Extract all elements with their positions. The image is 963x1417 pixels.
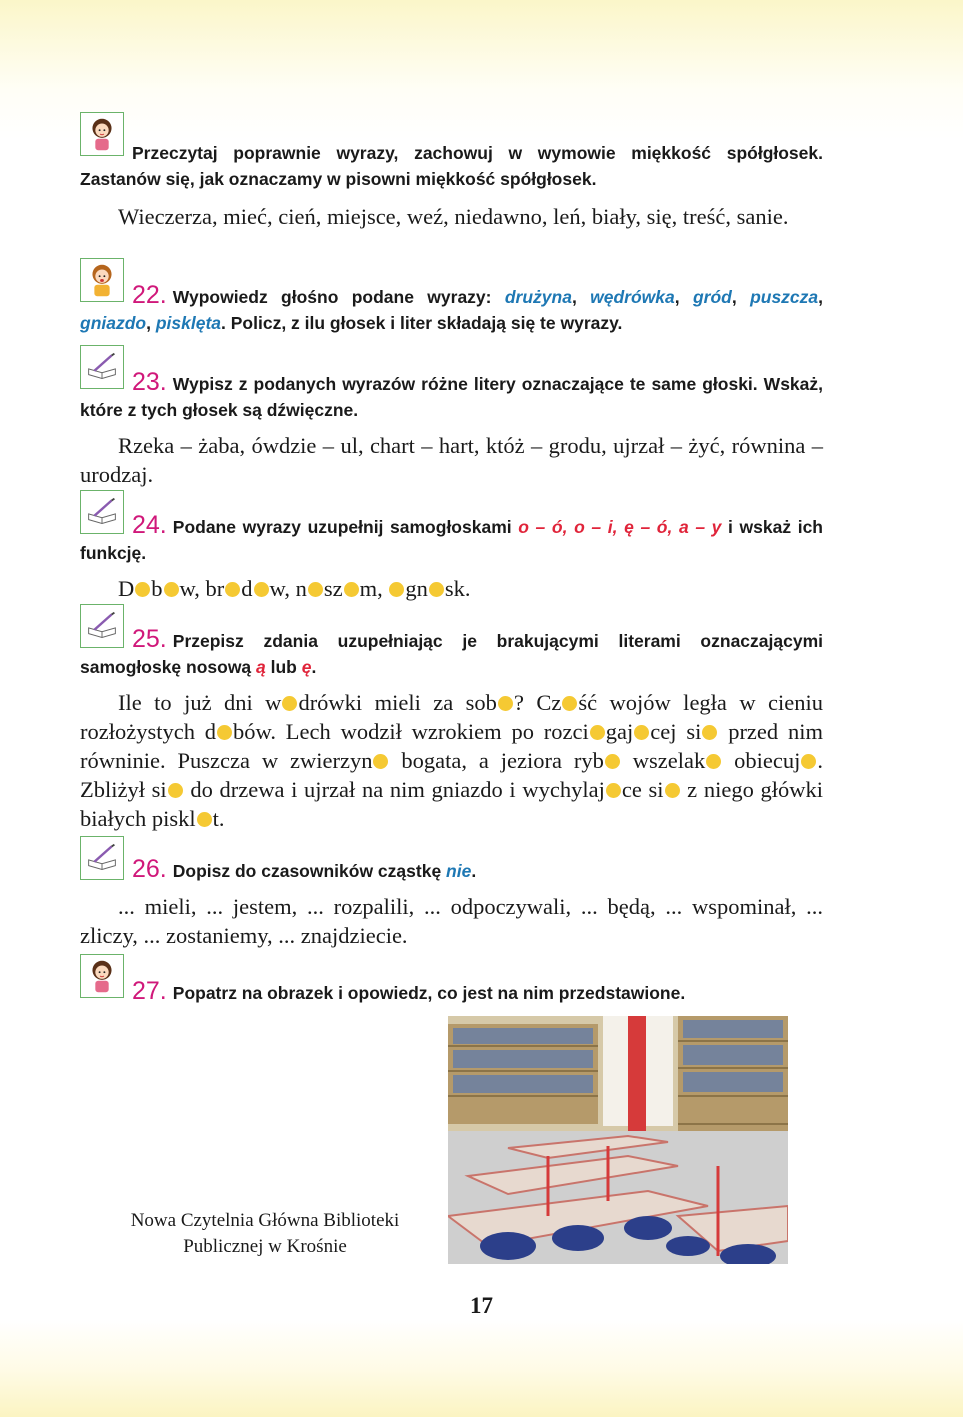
photo-caption: Nowa Czytelnia Główna Biblioteki Publicznej w Krośnie [130, 1210, 400, 1257]
blank-dot [665, 783, 680, 798]
blank-dot [634, 725, 649, 740]
instruction-text: . [471, 861, 477, 881]
blank-dot [389, 582, 404, 597]
exercise-number: 26. [132, 855, 167, 883]
instruction-text: Popatrz na obrazek i opowiedz, co jest na nim przedstawione. [172, 983, 686, 1003]
instruction-text: Podane wyrazy uzupełnij samogłoskami [172, 517, 519, 537]
exercise-26 [80, 836, 823, 950]
word-gniazdo: gniazdo [80, 313, 147, 333]
page-number: 17 [470, 1293, 493, 1318]
instruction-text: Przepisz zdania uzupełniając je brakującymi literami oznaczającymi samogłoskę nosową [80, 631, 823, 677]
instruction-text: Wypisz z podanych wyrazów różne litery oznaczające te same głoski. Wskaż, które z tych głosek są dźwięczne. [80, 374, 823, 420]
blank-dot [135, 582, 150, 597]
word-piskleta: pisklęta [155, 313, 222, 333]
blank-dot [373, 754, 388, 769]
girl-reading-icon [80, 954, 124, 998]
exercise-number: 24. [132, 511, 167, 539]
instruction-text: . [311, 657, 317, 677]
blank-dot [702, 725, 717, 740]
blank-dot [225, 582, 240, 597]
blank-dot [706, 754, 721, 769]
book-pen-icon [80, 490, 124, 534]
exercise-number: 27. [132, 977, 167, 1005]
exercise-number: 22. [132, 281, 167, 309]
word-druzyna: drużyna [504, 287, 572, 307]
blank-dot [498, 696, 513, 711]
book-pen-icon [80, 604, 124, 648]
particle-nie: nie [446, 861, 472, 881]
girl-reading-icon [80, 112, 124, 156]
girl-speaking-icon [80, 258, 124, 302]
nasal-e: ę [301, 657, 312, 677]
exercise-number: 23. [132, 368, 167, 396]
blank-dot [168, 783, 183, 798]
library-photo [448, 1016, 788, 1264]
instruction-text: . Policz, z ilu głosek i liter składają się te wyrazy. [221, 313, 623, 333]
blank-dot [217, 725, 232, 740]
exercise-23 [80, 345, 823, 489]
instruction-text: i wskaż ich funkcję. [80, 517, 823, 563]
blank-dot [562, 696, 577, 711]
word-wedrowka: wędrówka [590, 287, 675, 307]
nasal-a: ą [256, 657, 266, 677]
intro-instruction: Przeczytaj poprawnie wyrazy, zachowuj w wymowie miękkość spółgłosek. Zastanów się, jak oznaczamy w pisowni miękkość spółgłosek. [80, 143, 823, 189]
blank-dot [344, 582, 359, 597]
blank-dot [282, 696, 297, 711]
word-puszcza: puszcza [750, 287, 819, 307]
instruction-text: Dopisz do czasowników cząstkę [172, 861, 447, 881]
blank-dot [606, 783, 621, 798]
blank-dot [801, 754, 816, 769]
ex24-text: D b w, br d w, n sz m, gn sk. [118, 576, 471, 601]
exercise-intro [80, 112, 823, 231]
blank-dot [605, 754, 620, 769]
book-pen-icon [80, 345, 124, 389]
blank-dot [308, 582, 323, 597]
blank-dot [590, 725, 605, 740]
exercise-27 [80, 954, 823, 1006]
ex23-text: Rzeka – żaba, ówdzie – ul, chart – hart, któż – grodu, ujrzał – żyć, równina – urodzaj. [80, 433, 823, 487]
ex25-text: Ile to już dni w drówki mieli za sob ? Cz ść wojów legła w cieniu rozłożystych d bów. Lech wodził wzrokiem po rozci gaj cej si przed nim równinie. Puszcza w zwierzyn bogata, a jeziora ryb wszelak obiecuj . Zbliżył si do drzewa i ujrzał na nim gniazdo i wychylaj ce si z niego główki białych piskl t. [80, 690, 823, 831]
blank-dot [164, 582, 179, 597]
exercise-number: 25. [132, 625, 167, 653]
blank-dot [254, 582, 269, 597]
exercise-25 [80, 604, 823, 833]
blank-dot [429, 582, 444, 597]
blank-dot [197, 812, 212, 827]
intro-text: Wieczerza, mieć, cień, miejsce, weź, niedawno, leń, biały, się, treść, sanie. [118, 204, 789, 229]
word-grod: gród [692, 287, 732, 307]
instruction-text: Wypowiedz głośno podane wyrazy: [172, 287, 505, 307]
exercise-22: 22. Wypowiedz głośno podane wyrazy: drużyna, wędrówka, gród, puszcza, gniazdo, pisklęta. Policz, z ilu głosek i liter składają się te wyrazy. [80, 258, 823, 336]
exercise-24 [80, 490, 823, 603]
ex26-text: ... mieli, ... jestem, ... rozpalili, ... odpoczywali, ... będą, ... wspominał, ... zliczy, ... zostaniemy, ... znajdziecie. [80, 894, 823, 948]
vowel-pairs: o – ó, o – i, ę – ó, a – y [518, 517, 722, 537]
book-pen-icon [80, 836, 124, 880]
instruction-text: lub [265, 657, 302, 677]
